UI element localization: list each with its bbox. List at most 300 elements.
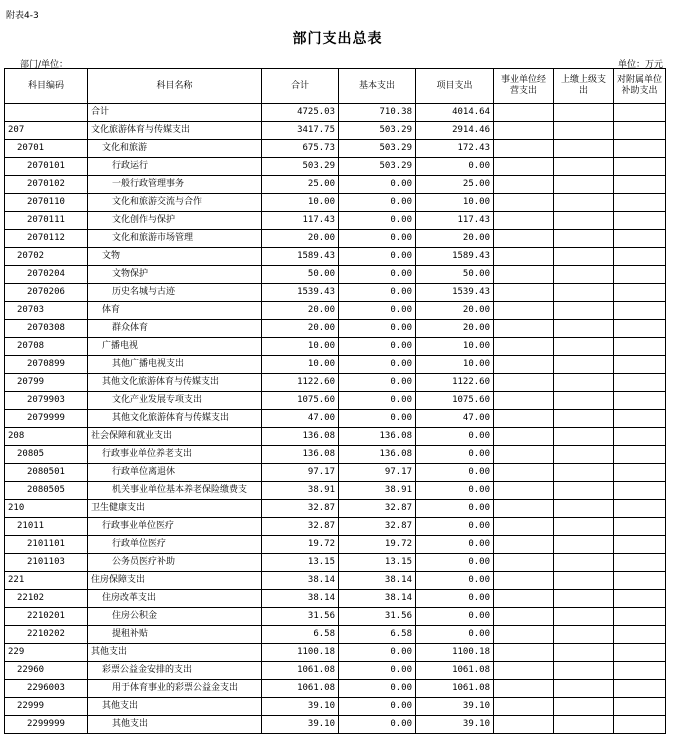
cell-remit	[554, 518, 614, 536]
cell-subsidy	[614, 356, 666, 374]
cell-code: 20799	[5, 374, 88, 392]
cell-business	[494, 122, 554, 140]
cell-remit	[554, 302, 614, 320]
cell-subsidy	[614, 464, 666, 482]
cell-subsidy	[614, 644, 666, 662]
cell-basic: 19.72	[339, 536, 416, 554]
cell-name: 行政单位离退休	[88, 464, 262, 482]
cell-subsidy	[614, 518, 666, 536]
cell-remit	[554, 680, 614, 698]
cell-name: 文化旅游体育与传媒支出	[88, 122, 262, 140]
cell-project: 117.43	[416, 212, 494, 230]
table-row	[5, 590, 666, 608]
cell-subsidy	[614, 410, 666, 428]
cell-business	[494, 230, 554, 248]
cell-remit	[554, 662, 614, 680]
cell-project: 4014.64	[416, 104, 494, 122]
cell-project: 0.00	[416, 626, 494, 644]
cell-remit	[554, 158, 614, 176]
cell-name: 其他文化旅游体育与传媒支出	[88, 410, 262, 428]
cell-remit	[554, 482, 614, 500]
table-row	[5, 284, 666, 302]
table-header-row	[5, 69, 666, 104]
cell-remit	[554, 428, 614, 446]
cell-name: 社会保障和就业支出	[88, 428, 262, 446]
cell-business	[494, 626, 554, 644]
cell-business	[494, 158, 554, 176]
table-row	[5, 680, 666, 698]
cell-code: 207	[5, 122, 88, 140]
cell-business	[494, 212, 554, 230]
cell-remit	[554, 140, 614, 158]
cell-business	[494, 338, 554, 356]
cell-basic: 0.00	[339, 644, 416, 662]
cell-total: 39.10	[262, 716, 339, 734]
cell-name: 其他支出	[88, 644, 262, 662]
cell-code: 2080505	[5, 482, 88, 500]
cell-total: 10.00	[262, 356, 339, 374]
table-row	[5, 716, 666, 734]
cell-business	[494, 140, 554, 158]
cell-subsidy	[614, 482, 666, 500]
cell-code: 2070206	[5, 284, 88, 302]
cell-name: 历史名城与古迹	[88, 284, 262, 302]
cell-code: 20702	[5, 248, 88, 266]
cell-total: 25.00	[262, 176, 339, 194]
cell-business	[494, 320, 554, 338]
cell-project: 1075.60	[416, 392, 494, 410]
cell-business	[494, 644, 554, 662]
cell-subsidy	[614, 680, 666, 698]
cell-code: 22960	[5, 662, 88, 680]
cell-basic: 38.91	[339, 482, 416, 500]
cell-basic: 503.29	[339, 122, 416, 140]
cell-name: 行政单位医疗	[88, 536, 262, 554]
cell-basic: 32.87	[339, 500, 416, 518]
cell-name: 文化和旅游交流与合作	[88, 194, 262, 212]
cell-code: 2070204	[5, 266, 88, 284]
cell-project: 39.10	[416, 716, 494, 734]
table-reference: 附表4-3	[6, 11, 39, 21]
cell-basic: 0.00	[339, 284, 416, 302]
cell-total: 20.00	[262, 302, 339, 320]
cell-remit	[554, 500, 614, 518]
cell-remit	[554, 554, 614, 572]
cell-subsidy	[614, 500, 666, 518]
cell-remit	[554, 626, 614, 644]
cell-basic: 31.56	[339, 608, 416, 626]
cell-business	[494, 302, 554, 320]
cell-project: 1061.08	[416, 680, 494, 698]
cell-code: 2101103	[5, 554, 88, 572]
cell-code: 2070112	[5, 230, 88, 248]
cell-subsidy	[614, 626, 666, 644]
table-row	[5, 482, 666, 500]
cell-total: 31.56	[262, 608, 339, 626]
cell-total: 1075.60	[262, 392, 339, 410]
cell-business	[494, 392, 554, 410]
cell-subsidy	[614, 698, 666, 716]
cell-remit	[554, 572, 614, 590]
cell-basic: 0.00	[339, 698, 416, 716]
cell-project: 10.00	[416, 194, 494, 212]
table-row	[5, 536, 666, 554]
cell-subsidy	[614, 716, 666, 734]
cell-name: 用于体育事业的彩票公益金支出	[88, 680, 262, 698]
unit-label: 单位：万元	[617, 60, 663, 70]
table-row	[5, 608, 666, 626]
table-row	[5, 248, 666, 266]
column-header-code: 科目编码	[5, 69, 88, 104]
cell-name: 住房公积金	[88, 608, 262, 626]
cell-total: 136.08	[262, 446, 339, 464]
cell-total: 13.15	[262, 554, 339, 572]
cell-remit	[554, 716, 614, 734]
cell-subsidy	[614, 104, 666, 122]
cell-code: 22102	[5, 590, 88, 608]
cell-remit	[554, 410, 614, 428]
cell-basic: 0.00	[339, 266, 416, 284]
cell-basic: 0.00	[339, 212, 416, 230]
column-header-business: 事业单位经营支出	[494, 69, 554, 104]
cell-total: 97.17	[262, 464, 339, 482]
cell-project: 0.00	[416, 500, 494, 518]
cell-project: 10.00	[416, 338, 494, 356]
cell-name: 群众体育	[88, 320, 262, 338]
cell-total: 38.91	[262, 482, 339, 500]
cell-code: 2101101	[5, 536, 88, 554]
table-row	[5, 212, 666, 230]
column-header-subsidy: 对附属单位补助支出	[614, 69, 666, 104]
cell-code: 2296003	[5, 680, 88, 698]
cell-subsidy	[614, 158, 666, 176]
page-title: 部门支出总表	[292, 31, 383, 47]
cell-name: 行政事业单位医疗	[88, 518, 262, 536]
cell-project: 0.00	[416, 464, 494, 482]
cell-total: 38.14	[262, 572, 339, 590]
cell-business	[494, 662, 554, 680]
cell-name: 其他文化旅游体育与传媒支出	[88, 374, 262, 392]
cell-business	[494, 698, 554, 716]
cell-subsidy	[614, 302, 666, 320]
cell-name: 其他广播电视支出	[88, 356, 262, 374]
cell-project: 25.00	[416, 176, 494, 194]
column-header-basic: 基本支出	[339, 69, 416, 104]
cell-code: 229	[5, 644, 88, 662]
table-row	[5, 356, 666, 374]
cell-subsidy	[614, 194, 666, 212]
table-row	[5, 410, 666, 428]
cell-project: 0.00	[416, 158, 494, 176]
cell-total: 6.58	[262, 626, 339, 644]
cell-code: 20708	[5, 338, 88, 356]
table-row	[5, 446, 666, 464]
cell-project: 1122.60	[416, 374, 494, 392]
cell-remit	[554, 464, 614, 482]
cell-code: 2070899	[5, 356, 88, 374]
cell-project: 0.00	[416, 608, 494, 626]
cell-remit	[554, 212, 614, 230]
cell-total: 47.00	[262, 410, 339, 428]
cell-basic: 0.00	[339, 374, 416, 392]
cell-remit	[554, 392, 614, 410]
expenditure-table	[4, 68, 666, 734]
cell-total: 3417.75	[262, 122, 339, 140]
table-row	[5, 464, 666, 482]
cell-business	[494, 284, 554, 302]
cell-total: 39.10	[262, 698, 339, 716]
cell-total: 32.87	[262, 500, 339, 518]
cell-project: 1539.43	[416, 284, 494, 302]
table-row	[5, 554, 666, 572]
cell-total: 1589.43	[262, 248, 339, 266]
cell-project: 0.00	[416, 482, 494, 500]
cell-name: 机关事业单位基本养老保险缴费支	[88, 482, 262, 500]
cell-basic: 0.00	[339, 176, 416, 194]
table-row	[5, 230, 666, 248]
cell-code: 221	[5, 572, 88, 590]
department-label: 部门/单位：	[20, 60, 69, 70]
cell-subsidy	[614, 266, 666, 284]
cell-name: 住房保障支出	[88, 572, 262, 590]
cell-total: 32.87	[262, 518, 339, 536]
cell-subsidy	[614, 176, 666, 194]
cell-business	[494, 572, 554, 590]
cell-basic: 32.87	[339, 518, 416, 536]
cell-subsidy	[614, 212, 666, 230]
cell-project: 0.00	[416, 554, 494, 572]
cell-project: 2914.46	[416, 122, 494, 140]
table-row	[5, 338, 666, 356]
cell-basic: 710.38	[339, 104, 416, 122]
cell-name: 广播电视	[88, 338, 262, 356]
cell-code	[5, 104, 88, 122]
cell-subsidy	[614, 554, 666, 572]
cell-subsidy	[614, 572, 666, 590]
cell-total: 10.00	[262, 338, 339, 356]
cell-basic: 503.29	[339, 158, 416, 176]
cell-basic: 0.00	[339, 356, 416, 374]
cell-business	[494, 428, 554, 446]
cell-business	[494, 518, 554, 536]
cell-name: 彩票公益金安排的支出	[88, 662, 262, 680]
cell-code: 2079999	[5, 410, 88, 428]
cell-total: 19.72	[262, 536, 339, 554]
cell-total: 38.14	[262, 590, 339, 608]
cell-name: 体育	[88, 302, 262, 320]
cell-subsidy	[614, 140, 666, 158]
table-row	[5, 194, 666, 212]
cell-code: 2070111	[5, 212, 88, 230]
cell-code: 20701	[5, 140, 88, 158]
cell-total: 20.00	[262, 230, 339, 248]
cell-total: 1122.60	[262, 374, 339, 392]
column-header-remit: 上缴上级支出	[554, 69, 614, 104]
cell-basic: 136.08	[339, 446, 416, 464]
cell-code: 21011	[5, 518, 88, 536]
cell-business	[494, 104, 554, 122]
cell-business	[494, 266, 554, 284]
cell-subsidy	[614, 230, 666, 248]
table-row	[5, 176, 666, 194]
cell-code: 2070110	[5, 194, 88, 212]
cell-subsidy	[614, 536, 666, 554]
table-row	[5, 302, 666, 320]
cell-basic: 38.14	[339, 590, 416, 608]
cell-name: 文化和旅游市场管理	[88, 230, 262, 248]
cell-basic: 0.00	[339, 194, 416, 212]
cell-code: 2080501	[5, 464, 88, 482]
cell-remit	[554, 194, 614, 212]
cell-code: 2210202	[5, 626, 88, 644]
cell-subsidy	[614, 590, 666, 608]
cell-code: 20805	[5, 446, 88, 464]
cell-name: 文物保护	[88, 266, 262, 284]
column-header-total: 合计	[262, 69, 339, 104]
cell-total: 4725.03	[262, 104, 339, 122]
cell-basic: 38.14	[339, 572, 416, 590]
cell-project: 0.00	[416, 446, 494, 464]
cell-subsidy	[614, 374, 666, 392]
cell-total: 117.43	[262, 212, 339, 230]
cell-project: 39.10	[416, 698, 494, 716]
cell-total: 20.00	[262, 320, 339, 338]
cell-subsidy	[614, 662, 666, 680]
cell-remit	[554, 122, 614, 140]
cell-remit	[554, 446, 614, 464]
cell-subsidy	[614, 248, 666, 266]
cell-remit	[554, 356, 614, 374]
cell-business	[494, 356, 554, 374]
cell-subsidy	[614, 338, 666, 356]
cell-name: 文化和旅游	[88, 140, 262, 158]
cell-name: 一般行政管理事务	[88, 176, 262, 194]
cell-business	[494, 716, 554, 734]
cell-total: 503.29	[262, 158, 339, 176]
cell-project: 20.00	[416, 320, 494, 338]
cell-business	[494, 464, 554, 482]
cell-code: 2070308	[5, 320, 88, 338]
cell-remit	[554, 698, 614, 716]
cell-name: 行政运行	[88, 158, 262, 176]
cell-code: 2210201	[5, 608, 88, 626]
cell-name: 文化创作与保护	[88, 212, 262, 230]
table-row	[5, 500, 666, 518]
table-row	[5, 644, 666, 662]
cell-subsidy	[614, 284, 666, 302]
cell-name: 文化产业发展专项支出	[88, 392, 262, 410]
cell-code: 2079903	[5, 392, 88, 410]
table-row	[5, 140, 666, 158]
cell-project: 172.43	[416, 140, 494, 158]
cell-project: 1589.43	[416, 248, 494, 266]
cell-name: 卫生健康支出	[88, 500, 262, 518]
cell-subsidy	[614, 122, 666, 140]
cell-project: 0.00	[416, 590, 494, 608]
cell-code: 22999	[5, 698, 88, 716]
cell-name: 其他支出	[88, 716, 262, 734]
cell-basic: 0.00	[339, 338, 416, 356]
table-row	[5, 572, 666, 590]
table-row	[5, 626, 666, 644]
cell-business	[494, 608, 554, 626]
cell-remit	[554, 284, 614, 302]
cell-project: 0.00	[416, 572, 494, 590]
cell-basic: 0.00	[339, 680, 416, 698]
table-row	[5, 104, 666, 122]
cell-business	[494, 374, 554, 392]
cell-total: 136.08	[262, 428, 339, 446]
cell-name: 提租补贴	[88, 626, 262, 644]
table-row	[5, 374, 666, 392]
cell-total: 1061.08	[262, 662, 339, 680]
cell-project: 50.00	[416, 266, 494, 284]
cell-total: 675.73	[262, 140, 339, 158]
cell-total: 50.00	[262, 266, 339, 284]
cell-basic: 0.00	[339, 392, 416, 410]
cell-code: 210	[5, 500, 88, 518]
cell-remit	[554, 536, 614, 554]
table-row	[5, 662, 666, 680]
cell-name: 合计	[88, 104, 262, 122]
cell-code: 2299999	[5, 716, 88, 734]
cell-project: 1100.18	[416, 644, 494, 662]
cell-project: 20.00	[416, 230, 494, 248]
cell-subsidy	[614, 428, 666, 446]
cell-business	[494, 554, 554, 572]
table-row	[5, 266, 666, 284]
table-row	[5, 158, 666, 176]
table-row	[5, 428, 666, 446]
cell-project: 0.00	[416, 536, 494, 554]
cell-code: 208	[5, 428, 88, 446]
cell-name: 住房改革支出	[88, 590, 262, 608]
cell-subsidy	[614, 392, 666, 410]
cell-project: 47.00	[416, 410, 494, 428]
cell-remit	[554, 176, 614, 194]
cell-remit	[554, 104, 614, 122]
column-header-project: 项目支出	[416, 69, 494, 104]
cell-basic: 0.00	[339, 320, 416, 338]
cell-subsidy	[614, 446, 666, 464]
cell-name: 文物	[88, 248, 262, 266]
cell-total: 10.00	[262, 194, 339, 212]
cell-business	[494, 176, 554, 194]
cell-basic: 97.17	[339, 464, 416, 482]
cell-basic: 0.00	[339, 662, 416, 680]
cell-project: 10.00	[416, 356, 494, 374]
cell-basic: 0.00	[339, 248, 416, 266]
cell-business	[494, 194, 554, 212]
cell-total: 1061.08	[262, 680, 339, 698]
cell-remit	[554, 644, 614, 662]
cell-business	[494, 590, 554, 608]
cell-code: 2070101	[5, 158, 88, 176]
cell-total: 1539.43	[262, 284, 339, 302]
cell-name: 行政事业单位养老支出	[88, 446, 262, 464]
cell-business	[494, 536, 554, 554]
table-row	[5, 122, 666, 140]
cell-basic: 503.29	[339, 140, 416, 158]
cell-remit	[554, 338, 614, 356]
table-row	[5, 320, 666, 338]
cell-project: 0.00	[416, 518, 494, 536]
cell-project: 0.00	[416, 428, 494, 446]
column-header-name: 科目名称	[88, 69, 262, 104]
cell-remit	[554, 590, 614, 608]
cell-remit	[554, 230, 614, 248]
cell-basic: 13.15	[339, 554, 416, 572]
